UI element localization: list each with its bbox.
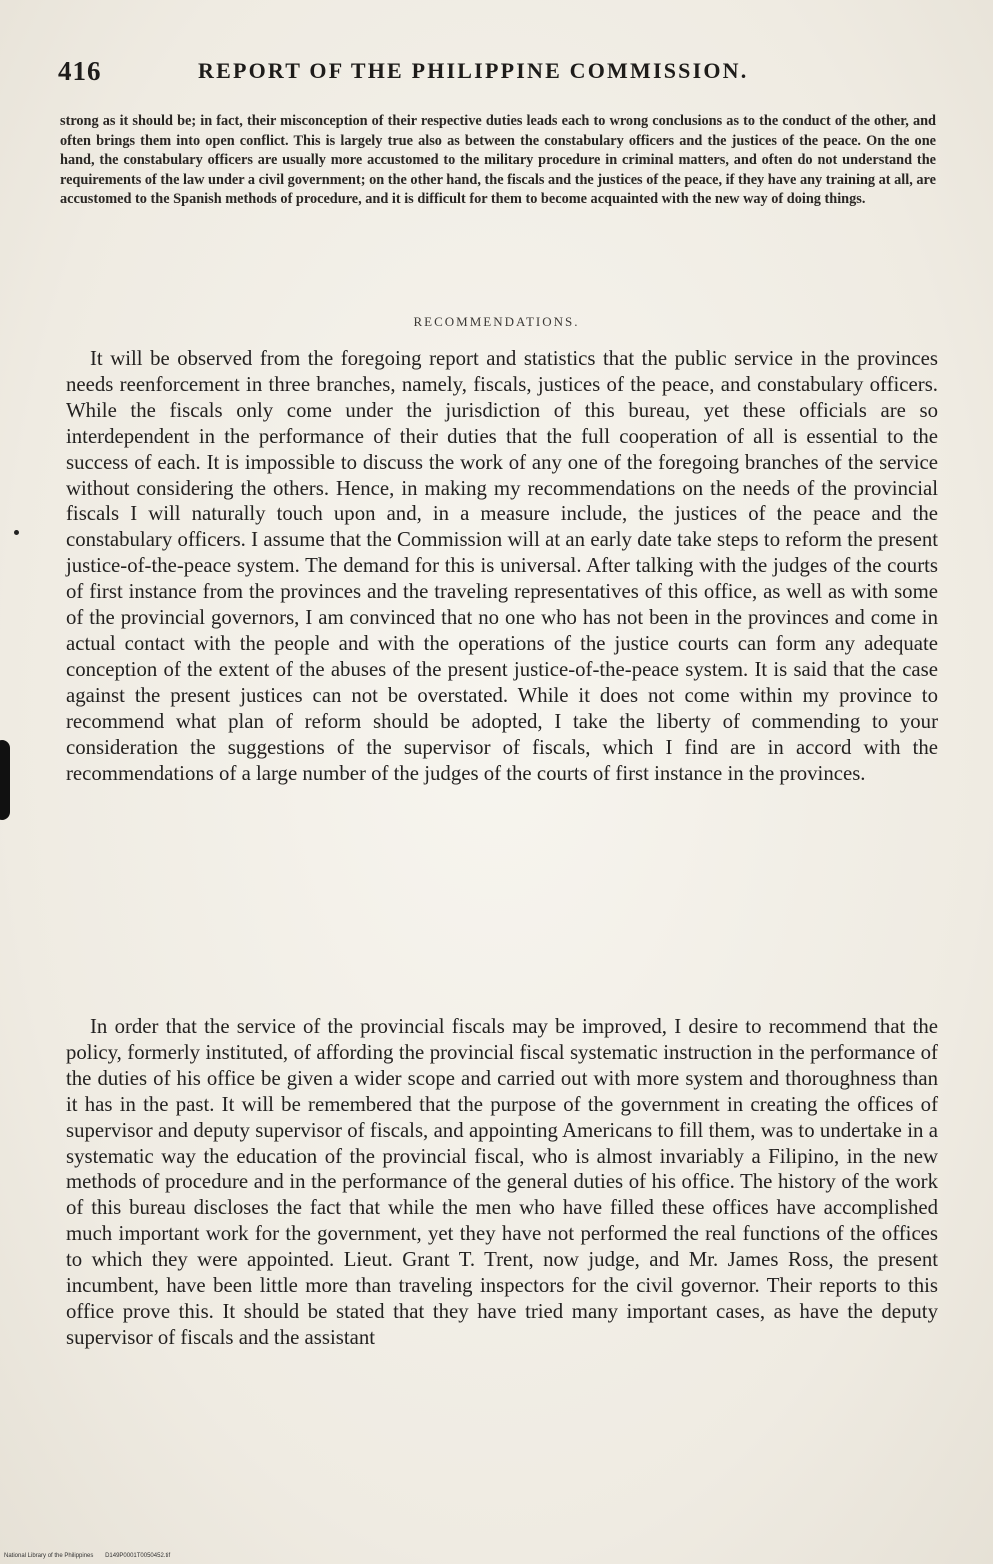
margin-ink-dot	[14, 530, 19, 535]
paragraph-continued: strong as it should be; in fact, their misconception of their respective duties leads each to wrong conclusions as to the conduct of the other, and often brings them into open conflict. This is largely true also as between the constabulary officers and the justices of the peace. On the one hand, the constabulary officers are usually more accustomed to the military procedure in criminal matters, and often do not understand the requirements of the law under a civil government; on the other hand, the fiscals and the justices of the peace, if they have any training at all, are accustomed to the Spanish methods of procedure, and it is difficult for them to become acquainted with the new way of doing things.	[60, 113, 936, 208]
margin-ink-blot	[0, 740, 10, 820]
running-head: REPORT OF THE PHILIPPINE COMMISSION.	[198, 58, 749, 83]
section-heading: RECOMMENDATIONS.	[413, 314, 580, 329]
page-header	[58, 56, 938, 96]
footer-identifier: D149P0001T0050452.tif	[105, 1553, 171, 1559]
page-number: 416	[58, 56, 102, 86]
scan-footer	[4, 1553, 180, 1559]
paragraph-recommendations-2: In order that the service of the provincial fiscals may be improved, I desire to recommend that the policy, formerly instituted, of affording the provincial fiscal systematic instruction in the performance of the duties of his office be given a wider scope and carried out with more system and thoroughness than it has in the past. It will be remembered that the purpose of the government in creating the offices of supervisor and deputy supervisor of fiscals, and appointing Americans to fill them, was to undertake in a systematic way the education of the provincial fiscal, who is almost invariably a Filipino, in the new methods of procedure and in the performance of the general duties of his office. The history of the work of this bureau discloses the fact that while the men who have filled these offices have accomplished much important work for the government, yet they have not performed the real functions of the offices to which they were appointed. Lieut. Grant T. Trent, now judge, and Mr. James Ross, the present incumbent, have been little more than traveling inspectors for the civil governor. Their reports to this office prove this. It should be stated that they have tried many important cases, as have the deputy supervisor of fiscals and the assistant	[66, 1015, 938, 1349]
paragraph-recommendations-1: It will be observed from the foregoing report and statistics that the public service in the provinces needs reenforcement in three branches, namely, fiscals, justices of the peace, and constabulary officers. While the fiscals only come under the jurisdiction of this bureau, yet these officials are so interdependent in the performance of their duties that the full cooperation of all is essential to the success of each. It is impossible to discuss the work of any one of the foregoing branches of the service without considering the others. Hence, in making my recommendations on the needs of the provincial fiscals I will naturally touch upon and, in a measure include, the justices of the peace and the constabulary officers. I assume that the Commission will at an early date take steps to reform the present justice-of-the-peace system. The demand for this is universal. After talking with the judges of the courts of first instance from the provinces and the traveling representatives of this office, as well as with some of the provincial governors, I am convinced that no one who has not been in the provinces and come in actual contact with the people and with the operations of the justice courts can form any adequate conception of the extent of the abuses of the present justice-of-the-peace system. It is said that the case against the present justices can not be overstated. While it does not come within my province to recommend what plan of reform should be adopted, I take the liberty of commending to your consideration the suggestions of the supervisor of fiscals, which I find are in accord with the recommendations of a large number of the judges of the courts of first instance in the provinces.	[66, 347, 938, 785]
footer-library: National Library of the Philippines	[4, 1553, 94, 1559]
